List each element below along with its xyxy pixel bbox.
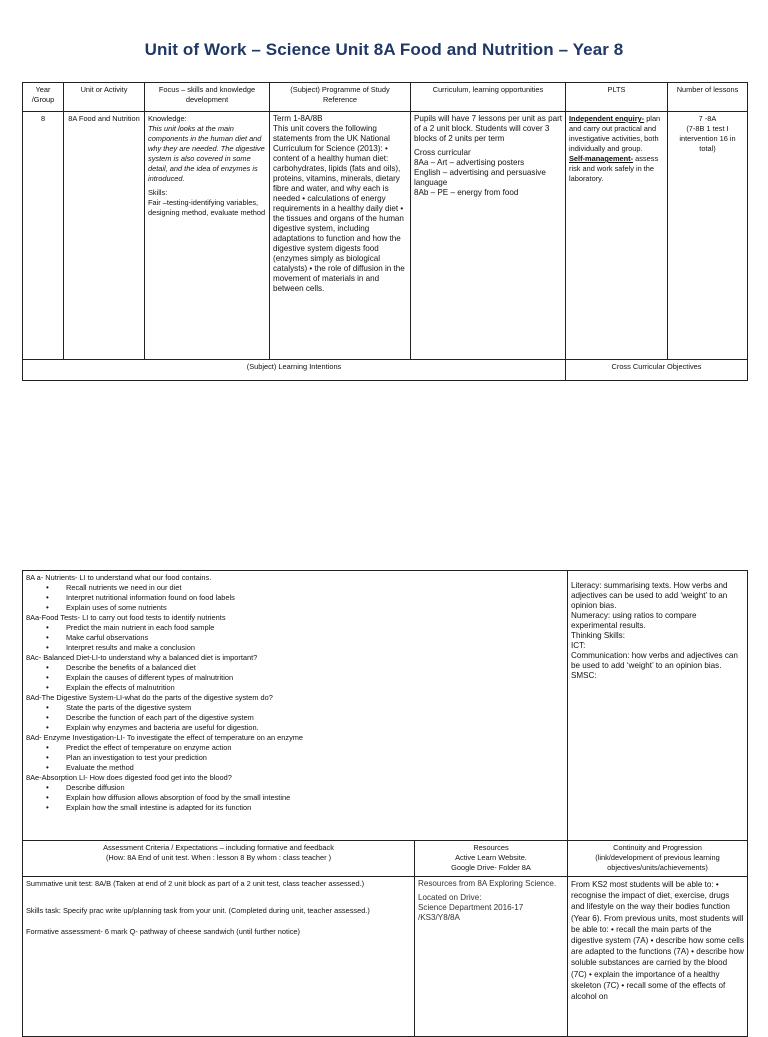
cell-programme-of-study — [270, 112, 411, 360]
cell-unit: 8A Food and Nutrition — [64, 112, 145, 360]
lo-bullet: • Evaluate the method — [66, 763, 564, 773]
lo-heading: 8Ae-Absorption LI- How does digested food get into the blood? — [26, 773, 232, 782]
lo-bullet-list — [26, 623, 564, 653]
curr-intro: Pupils will have 7 lessons per unit as part of a 2 unit block. Students will cover 3 blocks of 2 units per term — [414, 114, 563, 143]
cross-curricular-header: Cross Curricular Objectives — [566, 360, 748, 381]
lo-heading: 8A a- Nutrients- LI to understand what our food contains. — [26, 573, 212, 582]
cross-thinking: Thinking Skills: — [571, 631, 625, 640]
cross-literacy: Literacy: summarising texts. How verbs and adjectives can be used to add ‘weight’ to an opinion bias. — [571, 581, 728, 610]
assessment-header-line-1: Assessment Criteria / Expectations – including formative and feedback — [103, 843, 334, 852]
lo-bullet-list — [26, 583, 564, 613]
focus-knowledge-label: Knowledge: — [148, 114, 187, 123]
plts-ie-label: Independent enquiry- — [569, 114, 645, 123]
resources-header-line-3: Google Drive- Folder 8A — [451, 863, 531, 872]
lo-bullet: • Explain how diffusion allows absorption of food by the small intestine — [66, 793, 564, 803]
header-focus: Focus – skills and knowledge development — [145, 83, 270, 112]
focus-skills-text: Fair –testing-identifying variables, designing method, evaluate method — [148, 198, 266, 217]
header-plts: PLTS — [566, 83, 668, 112]
lo-bullet: • Explain the effects of malnutrition — [66, 683, 564, 693]
resources-loc-path: Science Department 2016-17 /KS3/Y8/8A — [418, 903, 524, 922]
continuity-text: From KS2 most students will be able to: • recognise the impact of diet, exercise, drugs and lifestyle on the way their bodies function (Year 6). From previous units, most students will be able to: • recall the main parts of the digestive system (7A) • describe how some cells are adapted to the functions (7A) • describe how soluble substances are carried by the blood (7C) • explain the importance of a healthy skeleton (7C) • recall some of the effects of alcohol on — [571, 880, 744, 1002]
lo-heading: 8Aa-Food Tests- LI to carry out food tests to identify nutrients — [26, 613, 226, 622]
assess-summative: Summative unit test: 8A/B (Taken at end of 2 unit block as part of a 2 unit test, class teacher assessed.) — [26, 879, 365, 888]
lo-bullet: • Describe the function of each part of the digestive system — [66, 713, 564, 723]
cell-lessons — [668, 112, 748, 360]
lo-bullet: • State the parts of the digestive system — [66, 703, 564, 713]
lo-bullet: • Explain how the small intestine is adapted for its function — [66, 803, 564, 813]
plts-ie-text: plan and carry out practical and investigative activities, both individually and group. — [569, 114, 661, 153]
lo-heading: 8Ad-The Digestive System-LI-what do the parts of the digestive system do? — [26, 693, 273, 702]
header-year-group: Year /Group — [23, 83, 64, 112]
lo-bullet: • Describe the benefits of a balanced diet — [66, 663, 564, 673]
resources-text: Resources from 8A Exploring Science. — [418, 879, 557, 888]
assessment-header-line-2: (How: 8A End of unit test. When : lesson 8 By whom : class teacher ) — [105, 853, 332, 862]
lo-heading: 8Ac- Balanced Diet-LI-to understand why a balanced diet is important? — [26, 653, 258, 662]
learning-objectives-cell — [23, 571, 568, 841]
resources-header-line-1: Resources — [473, 843, 509, 852]
pos-text: This unit covers the following statements from the UK National Curriculum for Science (2013): • content of a healthy human diet: carbohydrates, lipids (fats and oils), proteins, vitamins, minerals, dietary fibre and water, and why each is needed • calculations of energy requirements in a healthy daily diet • the tissues and organs of the human digestive system, including adaptations to function and how the digestive system digests food (enzymes simply as biological catalysts) • the role of diffusion in the movement of materials in and between cells. — [273, 124, 405, 293]
cross-numeracy: Numeracy: using ratios to compare experimental results. — [571, 611, 697, 630]
header-programme-of-study: (Subject) Programme of Study Reference — [270, 83, 411, 112]
lo-bullet: • Explain the causes of different types of malnutrition — [66, 673, 564, 683]
header-number-of-lessons: Number of lessons — [668, 83, 748, 112]
lo-bullet: • Describe diffusion — [66, 783, 564, 793]
lo-bullet: • Interpret results and make a conclusion — [66, 643, 564, 653]
curr-english: English – advertising and persuasive language — [414, 168, 546, 187]
unit-overview-table — [22, 82, 748, 381]
assess-skills: Skills task: Specify prac write up/planning task from your unit. (Completed during unit, teacher assessed.) — [26, 906, 370, 915]
lo-bullet: • Make carful observations — [66, 633, 564, 643]
continuity-cell — [568, 877, 748, 1037]
resources-header — [415, 841, 568, 877]
lo-bullet-list — [26, 703, 564, 733]
header-unit: Unit or Activity — [64, 83, 145, 112]
assess-formative: Formative assessment- 6 mark Q- pathway of cheese sandwich (until further notice) — [26, 927, 300, 936]
plts-sm-label: Self-management- — [569, 154, 634, 163]
lo-bullet: • Predict the effect of temperature on enzyme action — [66, 743, 564, 753]
resources-header-line-2: Active Learn Website. — [455, 853, 527, 862]
resources-cell — [415, 877, 568, 1037]
plts-sm-text: assess risk and work safely in the laboratory. — [569, 154, 659, 183]
lo-bullet-list — [26, 783, 564, 813]
continuity-header — [568, 841, 748, 877]
header-curriculum: Curriculum, learning opportunities — [411, 83, 566, 112]
lo-bullet: • Predict the main nutrient in each food sample — [66, 623, 564, 633]
curr-cross: Cross curricular — [414, 148, 471, 157]
assessment-header — [23, 841, 415, 877]
curr-pe: 8Ab – PE – energy from food — [414, 188, 519, 197]
continuity-header-line-1: Continuity and Progression — [613, 843, 702, 852]
lessons-main: 7 -8A — [698, 114, 717, 123]
cross-communication: Communication: how verbs and adjectives can be used to add ‘weight’ to an opinion bias. — [571, 651, 738, 670]
learning-table — [22, 570, 748, 1037]
lo-bullet-list — [26, 743, 564, 773]
resources-loc-label: Located on Drive: — [418, 893, 482, 902]
cell-focus — [145, 112, 270, 360]
lessons-detail: (7-8B 1 test I intervention 16 in total) — [679, 124, 736, 153]
continuity-header-line-2: (link/development of previous learning objectives/units/achievements) — [595, 853, 720, 872]
focus-knowledge-text: This unit looks at the main components in the human diet and why they are needed. The digestive system is also covered in some detail, and the idea of enzymes is introduced. — [148, 124, 265, 183]
cell-curriculum — [411, 112, 566, 360]
page-title: Unit of Work – Science Unit 8A Food and Nutrition – Year 8 — [144, 40, 624, 59]
focus-skills-label: Skills: — [148, 188, 168, 197]
assessment-cell — [23, 877, 415, 1037]
cell-plts — [566, 112, 668, 360]
lo-bullet: • Recall nutrients we need in our diet — [66, 583, 564, 593]
lo-bullet: • Interpret nutritional information found on food labels — [66, 593, 564, 603]
cell-year: 8 — [23, 112, 64, 360]
pos-term: Term 1-8A/8B — [273, 114, 323, 123]
cross-smsc: SMSC: — [571, 671, 597, 680]
lo-bullet: • Plan an investigation to test your prediction — [66, 753, 564, 763]
cross-curricular-cell — [568, 571, 748, 841]
lo-heading: 8Ad- Enzyme Investigation-LI- To investigate the effect of temperature on an enzyme — [26, 733, 304, 742]
learning-objectives-list — [26, 573, 564, 813]
cross-ict: ICT: — [571, 641, 586, 650]
lo-bullet: • Explain why enzymes and bacteria are useful for digestion. — [66, 723, 564, 733]
learning-intentions-header: (Subject) Learning Intentions — [23, 360, 566, 381]
lo-bullet-list — [26, 663, 564, 693]
lo-bullet: • Explain uses of some nutrients — [66, 603, 564, 613]
curr-art: 8Aa – Art – advertising posters — [414, 158, 525, 167]
